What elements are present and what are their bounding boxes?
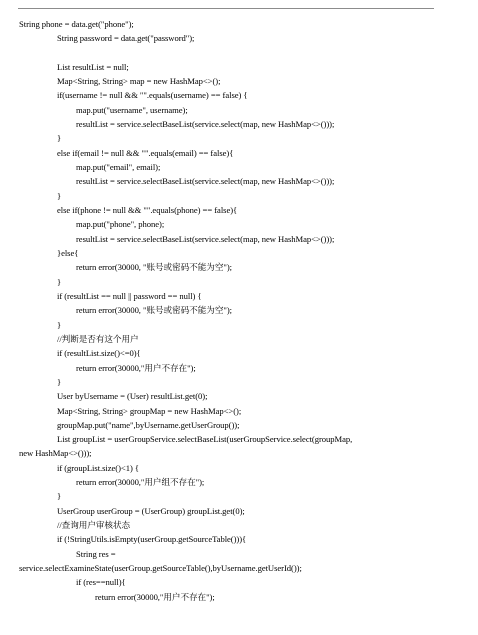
code-line: } <box>57 320 62 330</box>
code-comment: //判断是否有这个用户 <box>57 334 139 344</box>
code-line: if (res==null){ <box>76 577 126 587</box>
code-line: String phone = data.get("phone"); <box>19 19 134 29</box>
code-line: return error(30000,"用户组不存在"); <box>76 477 205 487</box>
code-line: } <box>57 133 62 143</box>
code-line: resultList = service.selectBaseList(service.select(map, new HashMap<>())); <box>76 234 335 244</box>
code-line: User byUsername = (User) resultList.get(0); <box>57 391 208 401</box>
code-line: else if(email != null && "".equals(email) == false){ <box>57 148 234 158</box>
code-line: new HashMap<>())); <box>19 448 92 458</box>
code-line: map.put("username", username); <box>76 105 188 115</box>
code-line: map.put("phone", phone); <box>76 219 165 229</box>
code-line: List groupList = userGroupService.selectBaseList(userGroupService.select(groupMap, <box>57 434 353 444</box>
code-line: String password = data.get("password"); <box>57 33 195 43</box>
code-line: List resultList = null; <box>57 62 129 72</box>
code-line: groupMap.put("name",byUsername.getUserGroup()); <box>57 420 240 430</box>
code-line: return error(30000,"用户不存在"); <box>95 592 215 602</box>
code-line: map.put("email", email); <box>76 162 161 172</box>
code-line: Map<String, String> groupMap = new HashMap<>(); <box>57 406 242 416</box>
code-line: resultList = service.selectBaseList(service.select(map, new HashMap<>())); <box>76 176 335 186</box>
code-comment: //查询用户审核状态 <box>57 520 131 530</box>
code-line: }else{ <box>57 248 79 258</box>
code-line: if(username != null && "".equals(username) == false) { <box>57 90 248 100</box>
code-line: } <box>57 491 62 501</box>
code-line: Map<String, String> map = new HashMap<>(); <box>57 76 221 86</box>
code-line: return error(30000, "账号或密码不能为空"); <box>76 262 232 272</box>
code-line: resultList = service.selectBaseList(service.select(map, new HashMap<>())); <box>76 119 335 129</box>
code-line: return error(30000,"用户不存在"); <box>76 363 196 373</box>
code-line: } <box>57 277 62 287</box>
code-line: service.selectExamineState(userGroup.getSourceTable(),byUsername.getUserId()); <box>19 563 302 573</box>
code-line: return error(30000, "账号或密码不能为空"); <box>76 305 232 315</box>
code-line: String res = <box>76 549 116 559</box>
code-line: else if(phone != null && "".equals(phone) == false){ <box>57 205 238 215</box>
code-line: if (resultList == null || password == null) { <box>57 291 202 301</box>
code-line: } <box>57 191 62 201</box>
top-divider <box>18 8 434 9</box>
code-line: if (groupList.size()<1) { <box>57 463 139 473</box>
code-line: if (resultList.size()<=0){ <box>57 348 141 358</box>
code-line: if (!StringUtils.isEmpty(userGroup.getSourceTable())){ <box>57 534 247 544</box>
code-line: UserGroup userGroup = (UserGroup) groupList.get(0); <box>57 506 245 516</box>
code-line: } <box>57 377 62 387</box>
